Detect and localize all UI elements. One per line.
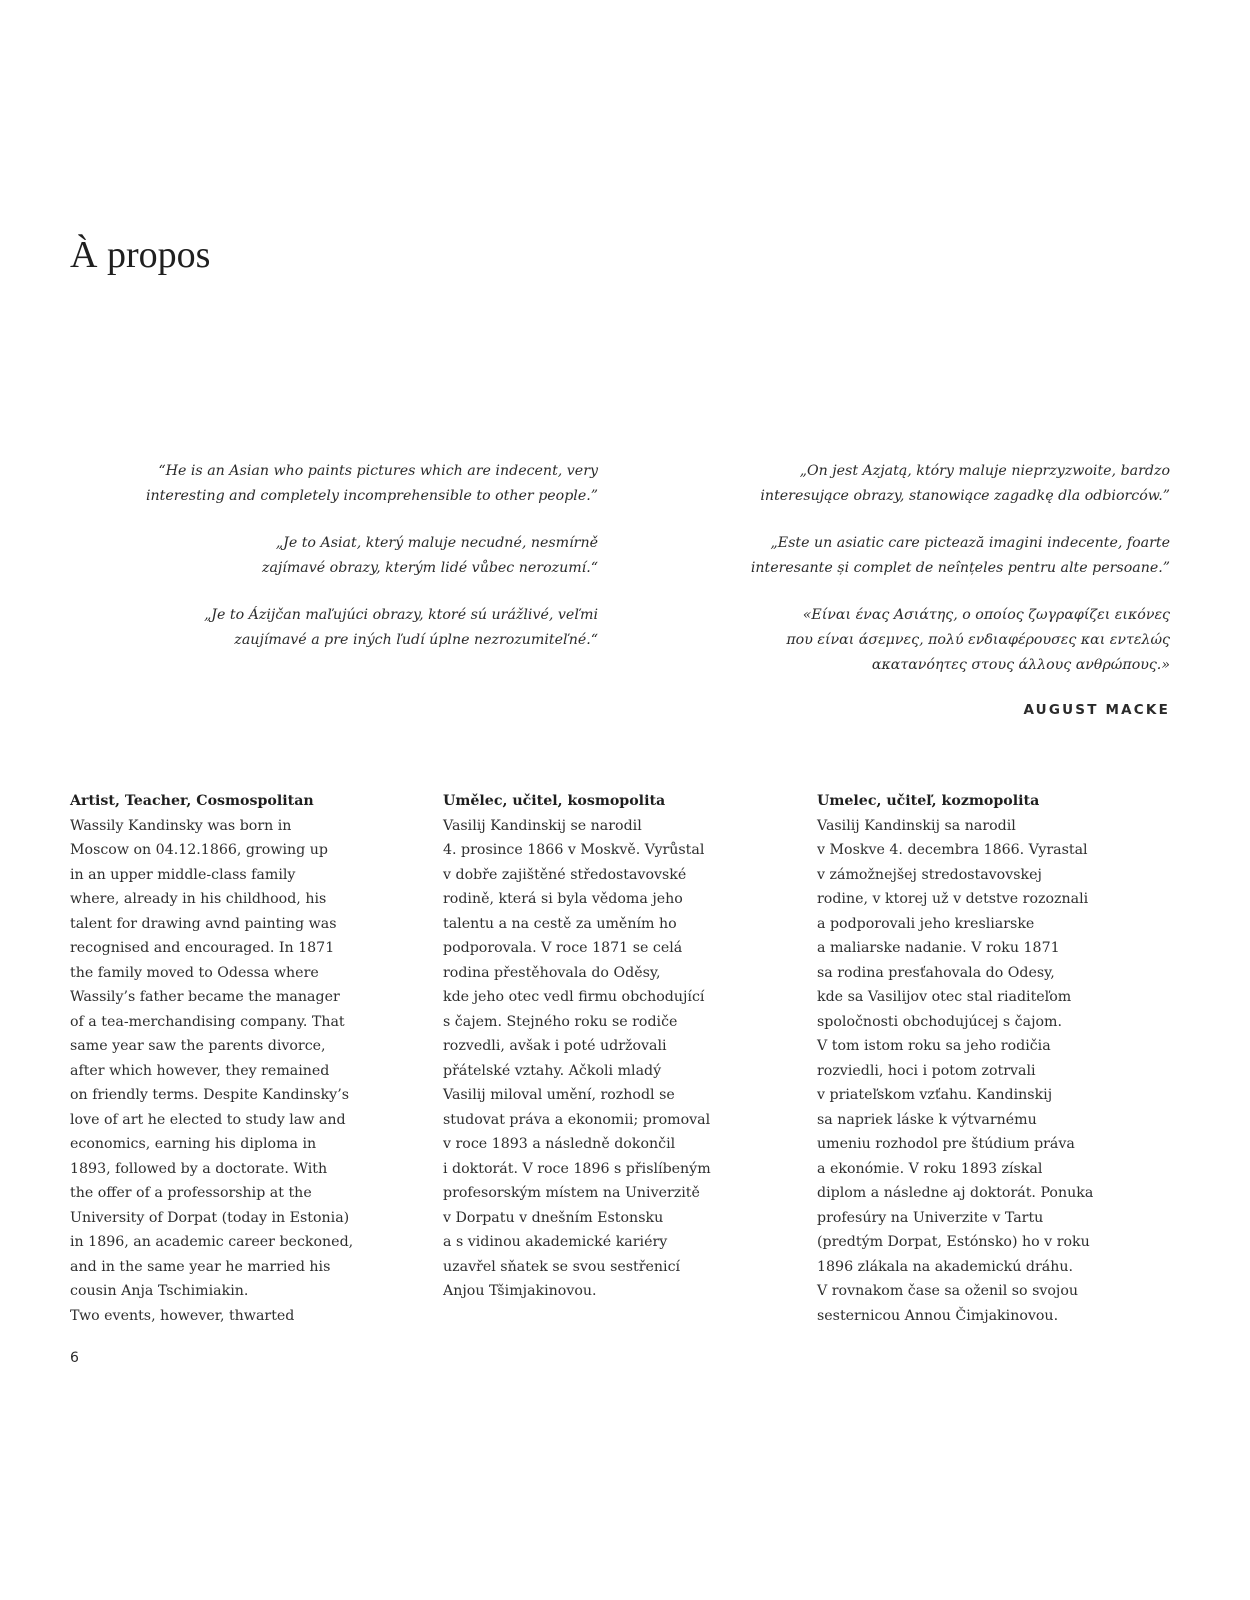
body-text-line: rodine, v ktorej už v detstve rozoznali — [817, 891, 1089, 907]
body-text-line: i doktorát. V roce 1896 s přislíbeným — [443, 1160, 711, 1177]
quote-greek — [640, 603, 1170, 678]
quote-slovak — [40, 603, 598, 653]
quote-line: „Je to Ázijčan maľujúci obrazy, ktoré sú urážlivé, veľmi — [203, 607, 598, 623]
body-text-line: rodině, která si byla vědoma jeho — [443, 891, 683, 907]
column-body — [70, 814, 415, 1329]
quote-line: ακατανόητες στους άλλους ανθρώπους.» — [871, 657, 1170, 673]
quote-line: που είναι άσεμνες, πολύ ενδιαφέρουσες και εντελώς — [786, 632, 1170, 648]
body-text-line: Two events, however, thwarted — [70, 1307, 295, 1324]
quote-polish — [640, 459, 1170, 509]
quotes-right-column — [640, 459, 1170, 718]
quote-line: „Je to Asiat, který maluje necudné, nesmírně — [275, 535, 598, 551]
body-text-line: sesternicou Annou Čimjakinovou. — [817, 1307, 1059, 1324]
body-text-line: v roce 1893 a následně dokončil — [443, 1136, 676, 1152]
body-text-line: on friendly terms. Despite Kandinsky’s — [70, 1087, 349, 1103]
body-text-line: University of Dorpat (today in Estonia) — [70, 1209, 350, 1226]
quote-romanian — [640, 531, 1170, 581]
body-text-line: sa rodina presťahovala do Odesy, — [817, 964, 1055, 981]
body-text-line: v Moskve 4. decembra 1866. Vyrastal — [817, 842, 1088, 858]
body-text-line: uzavřel sňatek se svou sestřenicí — [443, 1258, 681, 1275]
quote-line: „On jest Azjatą, który maluje nieprzyzwoite, bardzo — [799, 463, 1170, 479]
body-text-line: where, already in his childhood, his — [70, 891, 327, 907]
quote-attribution: AUGUST MACKE — [1023, 702, 1170, 718]
quote-line: interesting and completely incomprehensible to other people.” — [145, 488, 598, 504]
body-text-line: a ekonómie. V roku 1893 získal — [817, 1160, 1043, 1177]
body-text-line: studovat práva a ekonomii; promoval — [443, 1111, 711, 1128]
column-body — [443, 814, 788, 1304]
body-text-line: love of art he elected to study law and — [70, 1111, 346, 1128]
quote-line: interesujące obrazy, stanowiące zagadkę dla odbiorców.” — [760, 488, 1170, 504]
body-text-line: Wassily’s father became the manager — [70, 989, 340, 1005]
body-text-line: in an upper middle-class family — [70, 866, 296, 883]
body-text-line: profesorským místem na Univerzitě — [443, 1185, 700, 1201]
body-text-line: (predtým Dorpat, Estónsko) ho v roku — [817, 1234, 1090, 1250]
column-heading: Umělec, učitel, kosmopolita — [443, 793, 666, 809]
body-text-line: Vasilij Kandinskij sa narodil — [817, 817, 1016, 834]
quote-line: „Este un asiatic care pictează imagini indecente, foarte — [770, 535, 1170, 551]
body-text-line: same year saw the parents divorce, — [70, 1038, 326, 1054]
body-text-line: 1896 zlákala na akademickú dráhu. — [817, 1258, 1074, 1275]
quote-czech — [40, 531, 598, 581]
body-text-line: V tom istom roku sa jeho rodičia — [817, 1038, 1051, 1054]
body-text-line: of a tea-merchandising company. That — [70, 1013, 345, 1030]
page-number: 6 — [70, 1350, 79, 1366]
body-text-line: rodina přestěhovala do Oděsy, — [443, 964, 661, 981]
body-text-line: in 1896, an academic career beckoned, — [70, 1234, 354, 1250]
body-text-line: and in the same year he married his — [70, 1258, 331, 1275]
body-text-line: v priateľskom vzťahu. Kandinskij — [817, 1087, 1053, 1103]
body-text-line: Anjou Tšimjakinovou. — [443, 1283, 597, 1299]
body-text-line: 4. prosince 1866 v Moskvě. Vyrůstal — [443, 842, 705, 858]
body-text-line: cousin Anja Tschimiakin. — [70, 1283, 249, 1299]
body-text-line: podporovala. V roce 1871 se celá — [443, 940, 683, 956]
quote-line: “He is an Asian who paints pictures which are indecent, very — [158, 463, 598, 479]
body-text-line: after which however, they remained — [70, 1062, 330, 1079]
body-text-line: spoločnosti obchodujúcej s čajom. — [817, 1013, 1062, 1030]
column-heading: Artist, Teacher, Cosmospolitan — [70, 793, 314, 809]
body-text-line: economics, earning his diploma in — [70, 1136, 317, 1152]
column-body — [817, 814, 1162, 1329]
body-text-line: a s vidinou akademické kariéry — [443, 1234, 668, 1250]
body-text-line: talent for drawing avnd painting was — [70, 915, 337, 932]
body-text-line: s čajem. Stejného roku se rodiče — [443, 1013, 678, 1030]
body-text-line: Vasilij Kandinskij se narodil — [443, 817, 642, 834]
body-text-line: v zámožnejšej stredostavovskej — [817, 866, 1042, 883]
body-column-english — [70, 789, 415, 1328]
quote-line: «Είναι ένας Ασιάτης, ο οποίος ζωγραφίζει εικόνες — [802, 607, 1170, 623]
body-text-line: the family moved to Odessa where — [70, 964, 319, 981]
body-text-line: přátelské vztahy. Ačkoli mladý — [443, 1062, 662, 1079]
body-text-line: Wassily Kandinsky was born in — [70, 817, 292, 834]
body-text-line: profesúry na Univerzite v Tartu — [817, 1209, 1044, 1226]
body-text-line: recognised and encouraged. In 1871 — [70, 940, 335, 956]
quote-english — [40, 459, 598, 509]
body-text-line: Moscow on 04.12.1866, growing up — [70, 842, 328, 858]
body-column-slovak — [817, 789, 1162, 1328]
body-text-line: diplom a následne aj doktorát. Ponuka — [817, 1185, 1094, 1201]
body-text-line: 1893, followed by a doctorate. With — [70, 1160, 328, 1177]
body-text-line: kde sa Vasilijov otec stal riaditeľom — [817, 989, 1072, 1005]
quote-line: interesante și complet de neînțeles pentru alte persoane.” — [750, 560, 1170, 576]
quotes-left-column — [40, 459, 598, 675]
body-text-line: the offer of a professorship at the — [70, 1185, 312, 1201]
body-text-line: v dobře zajištěné středostavovské — [443, 866, 687, 883]
body-text-line: kde jeho otec vedl firmu obchodující — [443, 989, 705, 1005]
body-text-line: umeniu rozhodol pre štúdium práva — [817, 1136, 1075, 1152]
quote-line: zaujímavé a pre iných ľudí úplne nezrozumiteľné.“ — [234, 632, 598, 648]
body-text-line: rozvedli, avšak i poté udržovali — [443, 1038, 667, 1054]
column-heading: Umelec, učiteľ, kozmopolita — [817, 793, 1040, 809]
body-text-line: a podporovali jeho kresliarske — [817, 915, 1035, 932]
body-text-line: V rovnakom čase sa oženil so svojou — [817, 1283, 1079, 1299]
body-text-line: sa napriek láske k výtvarnému — [817, 1111, 1037, 1128]
body-text-line: talentu a na cestě za uměním ho — [443, 915, 677, 932]
body-column-czech — [443, 789, 788, 1304]
body-text-line: Vasilij miloval umění, rozhodl se — [443, 1087, 675, 1103]
quote-line: zajímavé obrazy, kterým lidé vůbec nerozumí.“ — [261, 560, 598, 576]
body-text-line: a maliarske nadanie. V roku 1871 — [817, 940, 1060, 956]
body-text-line: rozviedli, hoci i potom zotrvali — [817, 1062, 1036, 1079]
page-title: À propos — [70, 234, 211, 276]
body-text-line: v Dorpatu v dnešním Estonsku — [443, 1209, 664, 1226]
